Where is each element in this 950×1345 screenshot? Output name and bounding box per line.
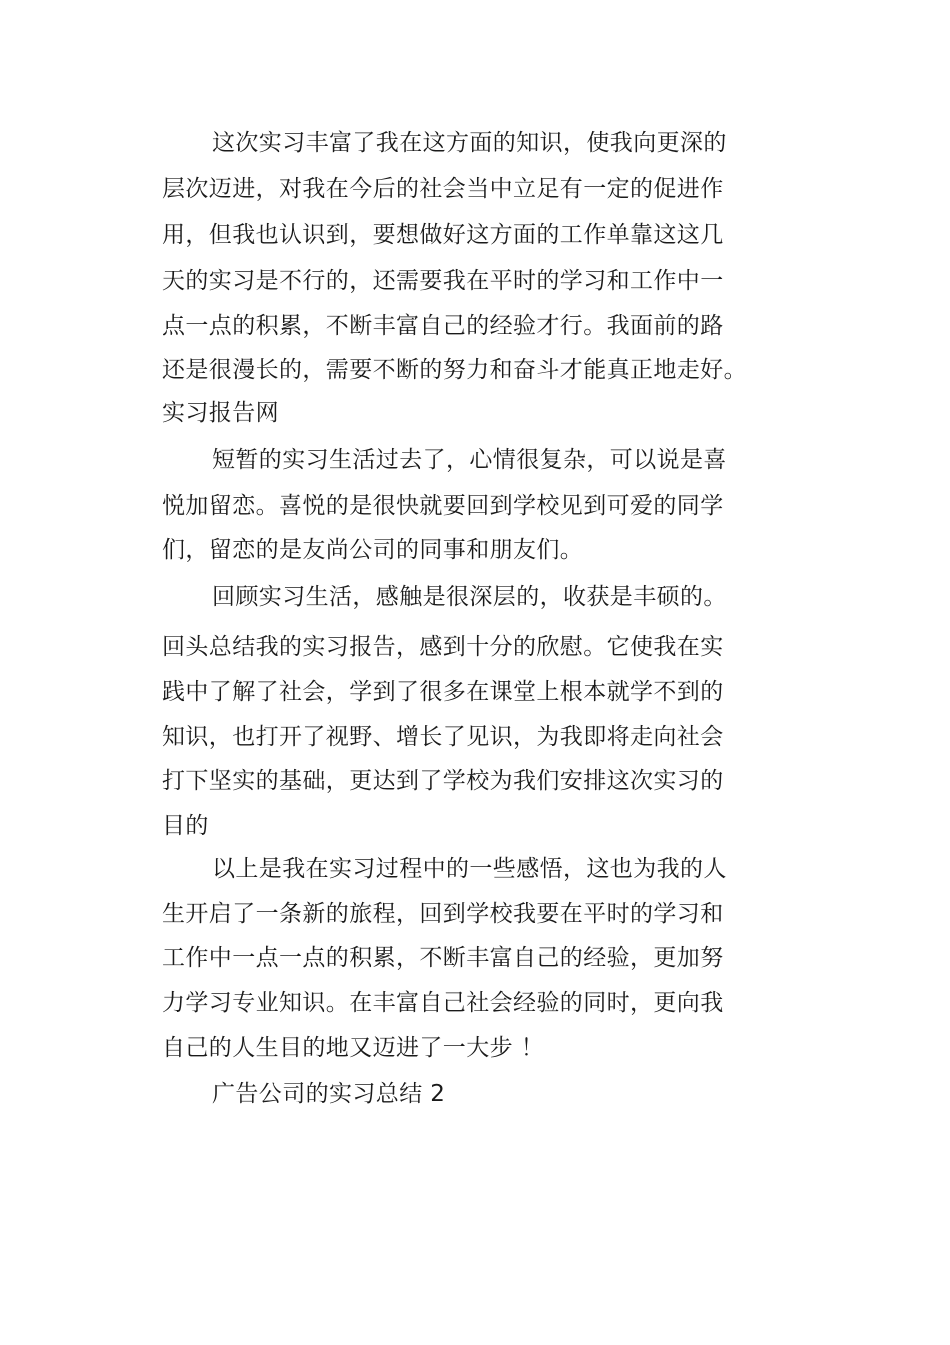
paragraph-line: 层次迈进，对我在今后的社会当中立足有一定的促进作 — [162, 176, 724, 202]
paragraph-line: 还是很漫长的，需要不断的努力和奋斗才能真正地走好。 — [162, 357, 747, 383]
paragraph-line: 打下坚实的基础，更达到了学校为我们安排这次实习的 — [162, 768, 724, 794]
paragraph-line: 实习报告网 — [162, 400, 279, 426]
paragraph-line: 们，留恋的是友尚公司的同事和朋友们。 — [162, 537, 584, 563]
paragraph-line: 知识，也打开了视野、增长了见识，为我即将走向社会 — [162, 724, 724, 750]
paragraph-line: 践中了解了社会，学到了很多在课堂上根本就学不到的 — [162, 679, 724, 705]
paragraph-line: 回顾实习生活，感触是很深层的，收获是丰硕的。 — [212, 584, 727, 610]
paragraph-line: 这次实习丰富了我在这方面的知识，使我向更深的 — [212, 130, 727, 156]
paragraph-line: 以上是我在实习过程中的一些感悟，这也为我的人 — [212, 856, 727, 882]
paragraph-line: 生开启了一条新的旅程，回到学校我要在平时的学习和 — [162, 901, 724, 927]
paragraph-line: 悦加留恋。喜悦的是很快就要回到学校见到可爱的同学 — [162, 493, 724, 519]
paragraph-line: 目的 — [162, 813, 209, 839]
paragraph-line: 回头总结我的实习报告，感到十分的欣慰。它使我在实 — [162, 634, 724, 660]
paragraph-line: 点一点的积累，不断丰富自己的经验才行。我面前的路 — [162, 313, 724, 339]
paragraph-line: 工作中一点一点的积累，不断丰富自己的经验，更加努 — [162, 945, 724, 971]
section-heading: 广告公司的实习总结 2 — [212, 1081, 446, 1107]
paragraph-line: 力学习专业知识。在丰富自己社会经验的同时，更向我 — [162, 990, 724, 1016]
paragraph-line: 天的实习是不行的，还需要我在平时的学习和工作中一 — [162, 268, 724, 294]
paragraph-line: 短暂的实习生活过去了，心情很复杂，可以说是喜 — [212, 447, 727, 473]
paragraph-line: 用，但我也认识到，要想做好这方面的工作单靠这这几 — [162, 222, 724, 248]
paragraph-line: 自己的人生目的地又迈进了一大步 ！ — [162, 1035, 545, 1061]
